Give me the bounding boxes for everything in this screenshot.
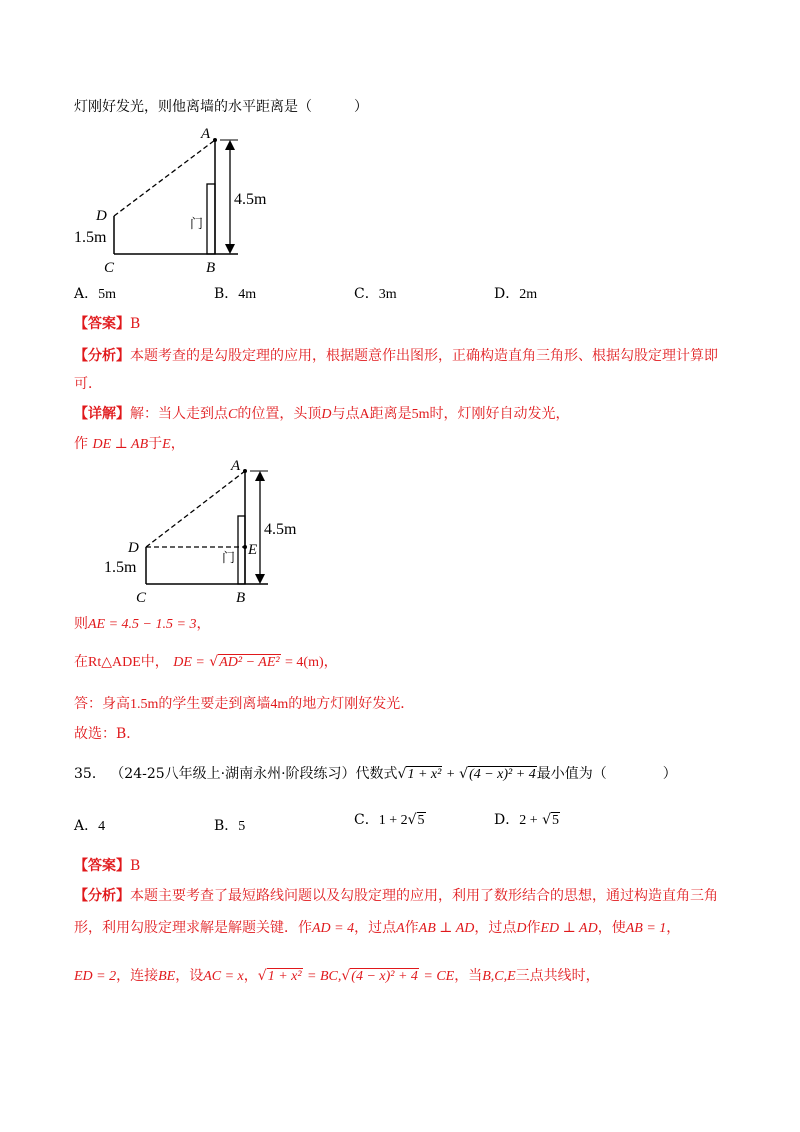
q34-detail: 【详解】解：当人走到点C的位置，头顶D与点A距离是5m时，灯刚好自动发光， bbox=[74, 406, 570, 422]
q35-option-d: D．2 + √5 bbox=[494, 812, 560, 828]
q35-option-c: C．1 + 2√5 bbox=[354, 812, 425, 828]
fig1-label-b: B bbox=[206, 260, 216, 274]
q34-de-calc: 在Rt△ADE中， DE = √AD² − AE² = 4(m)， bbox=[74, 654, 338, 670]
fig2-label-c: C bbox=[136, 590, 147, 606]
q35-analysis: 【分析】本题主要考查了最短路线问题以及勾股定理的应用，利用了数形结合的思想，通过构造直角三角 bbox=[74, 888, 718, 904]
fig1-label-c: C bbox=[104, 260, 115, 274]
q34-option-a: A．5m bbox=[74, 286, 117, 302]
fig1-door: 门 bbox=[190, 216, 204, 231]
q34-analysis-cont: 可． bbox=[74, 376, 102, 392]
q35-answer: 【答案】B bbox=[74, 858, 141, 874]
q35-analysis-line3: ED = 2，连接BE，设AC = x，√1 + x² = BC,√(4 − x)² + 4 = CE，当B,C,E三点共线时， bbox=[74, 968, 600, 984]
q34-stem: 灯刚好发光，则他离墙的水平距离是（ ） bbox=[74, 99, 368, 115]
q35-stem: 35． （24-25八年级上·湖南永州·阶段练习）代数式√1 + x² + √(4 − x)² + 4最小值为（ ） bbox=[74, 766, 677, 782]
fig1-label-d: D bbox=[96, 208, 107, 224]
fig1-height-15: 1.5m bbox=[74, 229, 107, 246]
q34-answer: 【答案】B bbox=[74, 316, 141, 332]
q34-option-d: D．2m bbox=[494, 286, 538, 302]
q34-option-c: C．3m bbox=[354, 286, 397, 302]
q34-ae-calc: 则AE = 4.5 − 1.5 = 3， bbox=[74, 616, 211, 632]
q34-solution-figure bbox=[100, 454, 310, 606]
q34-choose: 故选：B． bbox=[74, 726, 141, 742]
fig2-height-15: 1.5m bbox=[104, 559, 137, 576]
fig2-door: 门 bbox=[222, 550, 236, 565]
q34-analysis: 【分析】本题考查的是勾股定理的应用，根据题意作出图形，正确构造直角三角形、根据勾股定理计算即 bbox=[74, 348, 718, 364]
q34-option-b: B．4m bbox=[214, 286, 257, 302]
fig2-label-d: D bbox=[128, 540, 139, 556]
fig2-label-a: A bbox=[231, 458, 241, 474]
q35-analysis-line2: 形，利用勾股定理求解是解题关键．作AD = 4，过点A作AB ⊥ AD，过点D作ED ⊥ AD，使AB = 1， bbox=[74, 920, 681, 936]
fig2-label-b: B bbox=[236, 590, 246, 606]
fig2-label-e: E bbox=[248, 542, 258, 558]
q34-construct: 作 DE ⊥ AB于E， bbox=[74, 436, 185, 452]
fig2-height-45: 4.5m bbox=[264, 521, 297, 538]
q35-option-a: A．4 bbox=[74, 818, 106, 834]
q34-figure bbox=[70, 124, 280, 274]
q35-option-b: B．5 bbox=[214, 818, 246, 834]
fig1-label-a: A bbox=[201, 126, 211, 142]
q34-reply: 答：身高1.5m的学生要走到离墙4m的地方灯刚好发光． bbox=[74, 696, 415, 712]
fig1-height-45: 4.5m bbox=[234, 191, 267, 208]
